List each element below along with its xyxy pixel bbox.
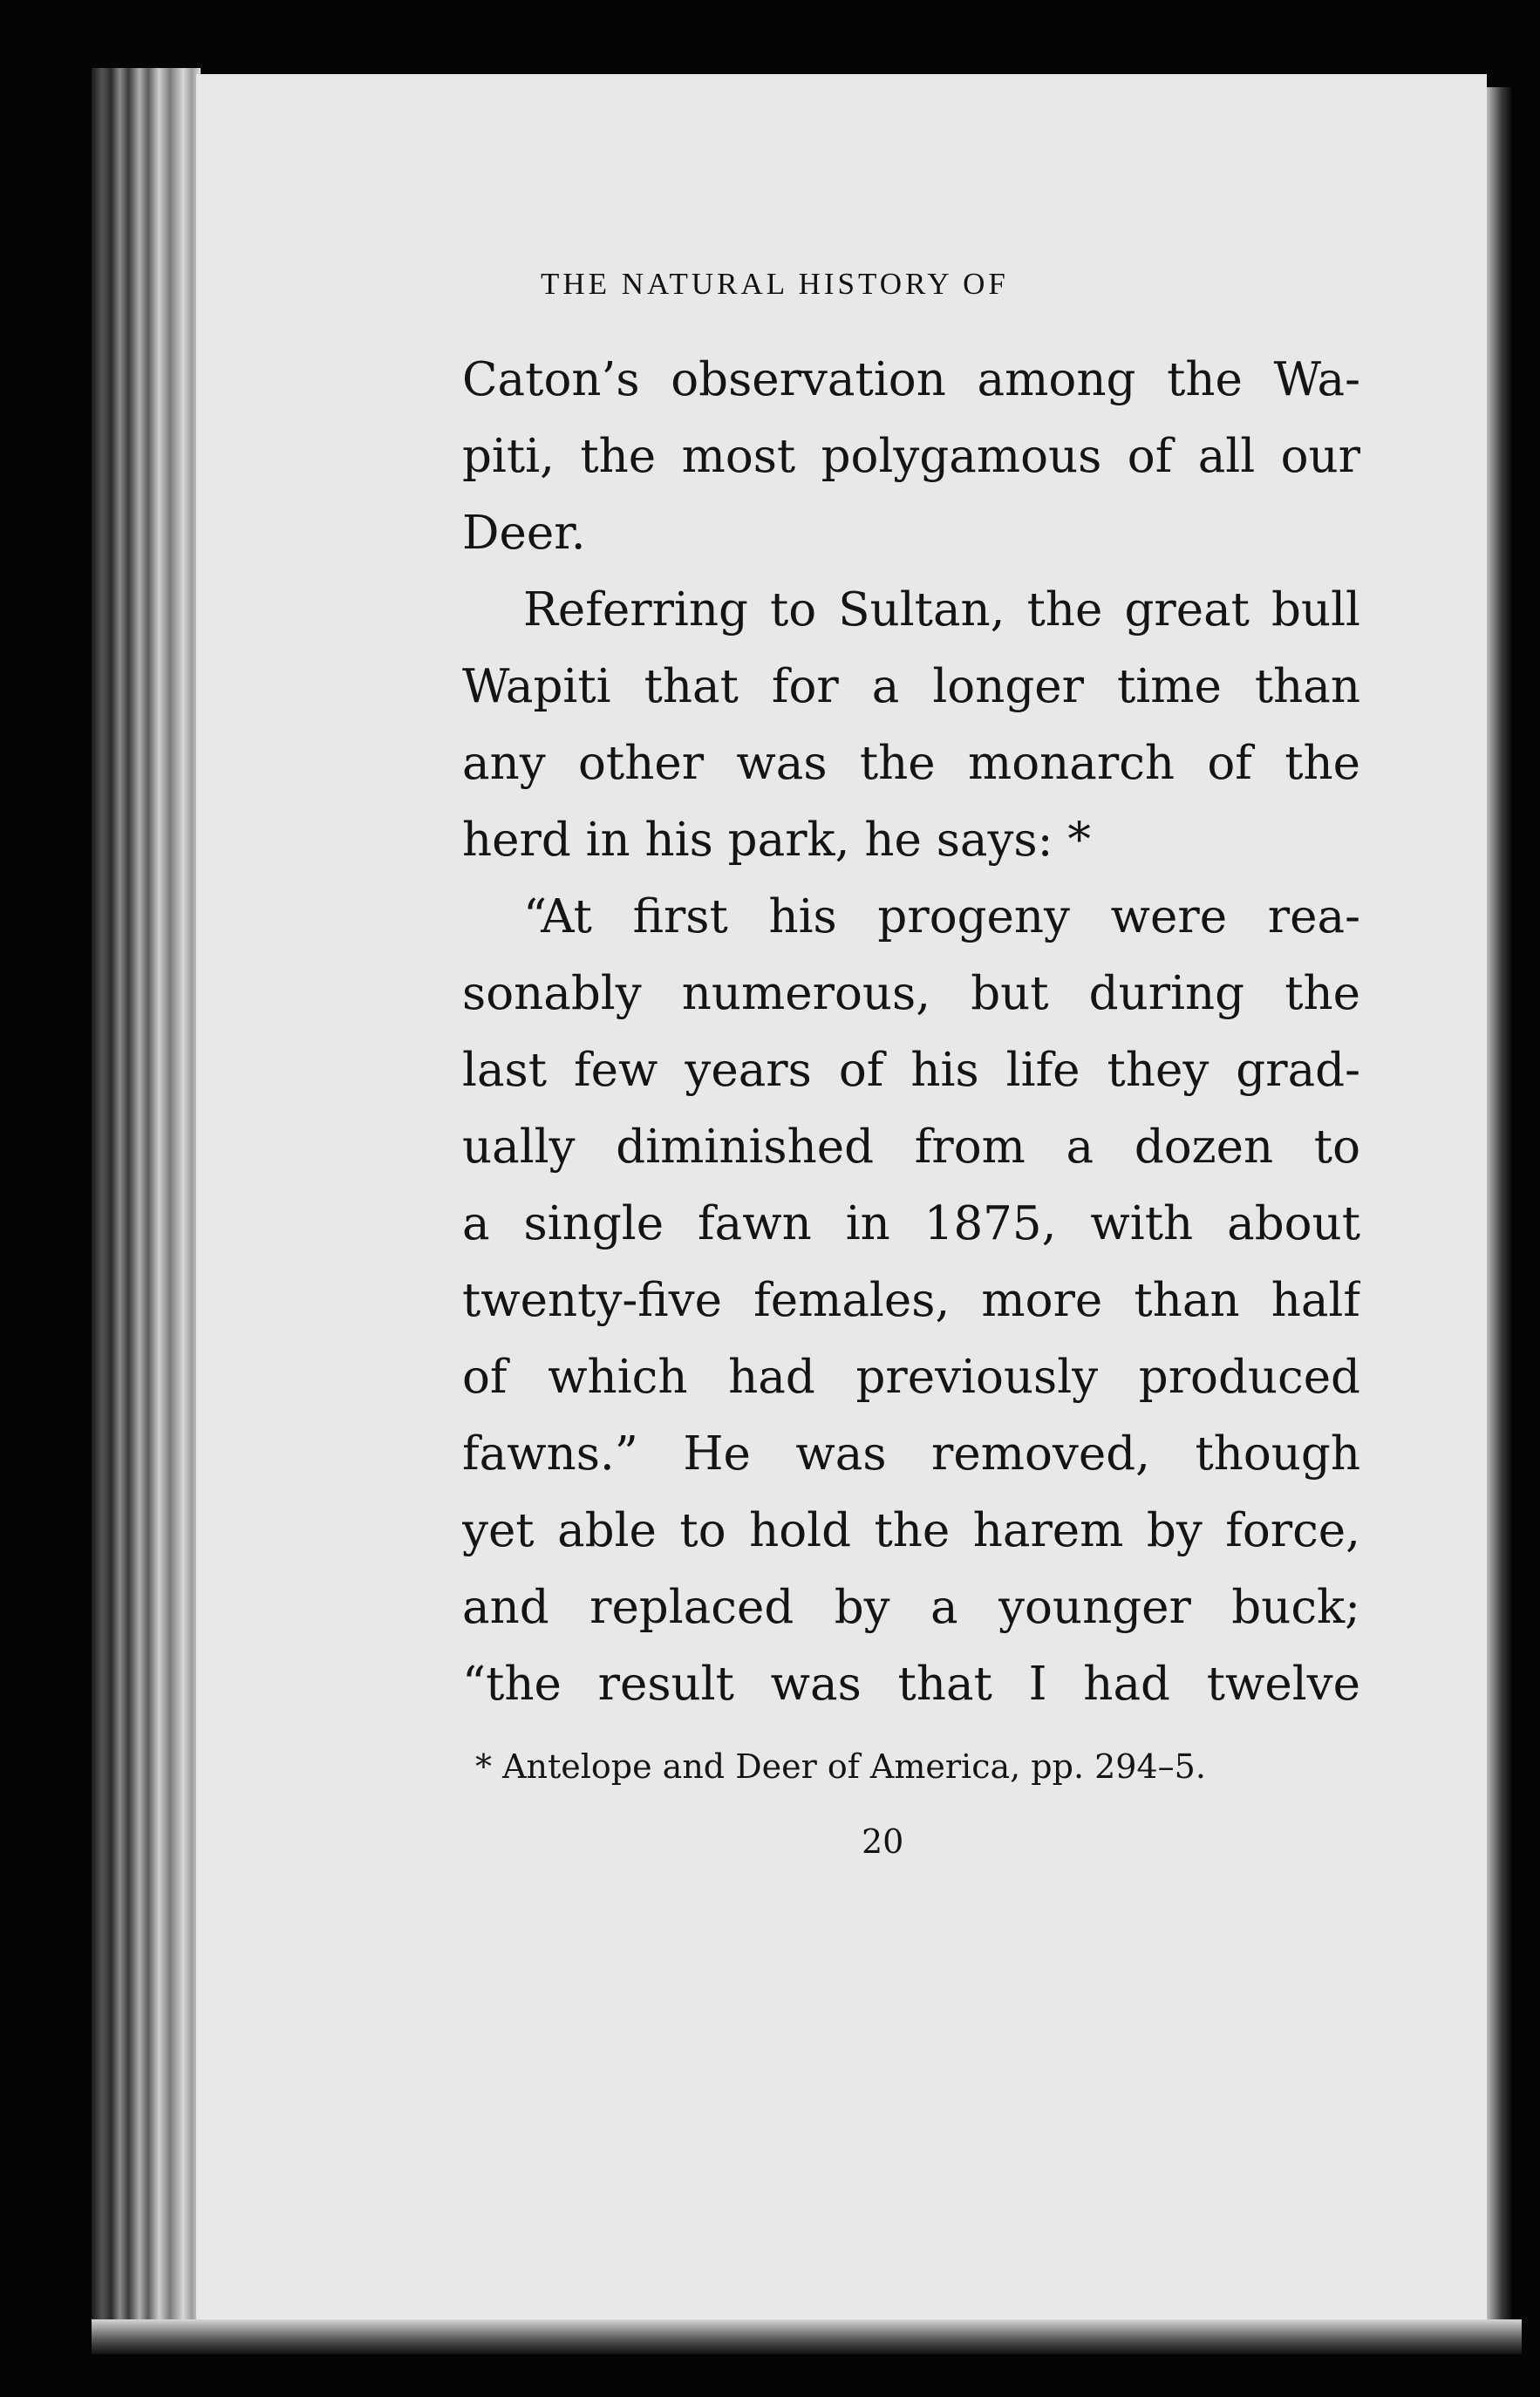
text-line: sonably numerous, but during the [462, 967, 1360, 1020]
text-line: yet able to hold the harem by force, [462, 1504, 1360, 1557]
text-line: piti, the most polygamous of all our [462, 430, 1360, 483]
text-line: ually diminished from a dozen to [462, 1120, 1360, 1174]
text-line: twenty-five females, more than half [462, 1274, 1360, 1327]
text-line: Deer. [462, 507, 586, 560]
text-line: Referring to Sultan, the great bull [523, 583, 1360, 637]
text-line: of which had previously produced [462, 1351, 1360, 1404]
running-head: THE NATURAL HISTORY OF [541, 267, 1009, 301]
body-text [462, 342, 1360, 1723]
page-number: 20 [862, 1822, 904, 1861]
book-page-edges [92, 68, 201, 2353]
book-bottom-edge [92, 2319, 1522, 2354]
text-line: Caton’s observation among the Wa- [462, 353, 1360, 406]
text-line: last few years of his life they grad- [462, 1044, 1360, 1097]
text-line: a single fawn in 1875, with about [462, 1197, 1360, 1250]
text-line: “the result was that I had twelve [462, 1658, 1360, 1711]
text-line: “At first his progeny were rea- [523, 890, 1360, 943]
text-line: and replaced by a younger buck; [462, 1581, 1360, 1634]
text-line: fawns.” He was removed, though [462, 1427, 1360, 1481]
text-line: any other was the monarch of the [462, 737, 1360, 790]
footnote: * Antelope and Deer of America, pp. 294–5. [475, 1747, 1206, 1786]
book-right-edge [1487, 87, 1511, 2346]
text-line: Wapiti that for a longer time than [462, 660, 1360, 713]
text-line: herd in his park, he says: * [462, 814, 1091, 867]
